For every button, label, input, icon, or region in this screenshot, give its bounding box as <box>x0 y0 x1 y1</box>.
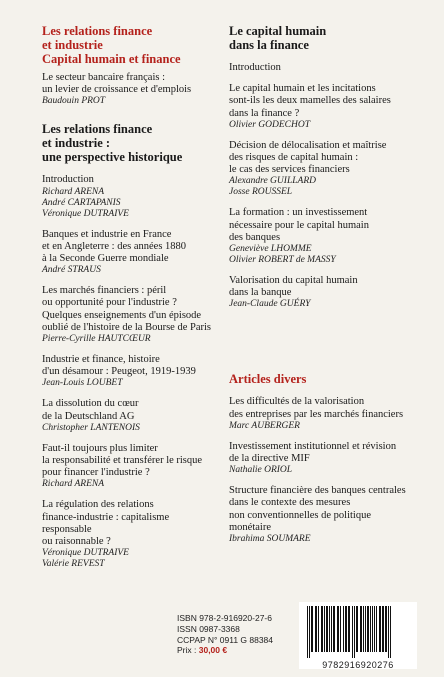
article-entry <box>229 83 419 131</box>
article-title-line: ou opportunité pour l'industrie ? <box>42 297 177 309</box>
article-title-line: Les marchés financiers : péril <box>42 285 167 297</box>
barcode-bar <box>345 606 347 652</box>
price-value: 30,00 € <box>198 645 228 656</box>
article-author: André STRAUS <box>42 265 101 276</box>
article-title-line: pour financer l'industrie ? <box>42 467 150 479</box>
article-author: Jean-Louis LOUBET <box>42 378 123 389</box>
left-column <box>42 24 220 579</box>
article-entry <box>229 396 419 431</box>
title-line: une perspective historique <box>42 150 183 165</box>
barcode-bar <box>379 606 381 652</box>
barcode-bar <box>372 606 373 652</box>
section-capital-humain <box>229 24 419 310</box>
article-title-line: et en Angleterre : des années 1880 <box>42 240 187 252</box>
barcode-bar <box>385 606 387 652</box>
colophon <box>177 613 273 656</box>
barcode-bar <box>367 606 369 652</box>
article-title-line: Quelques enseignements d'un épisode <box>42 309 202 321</box>
article-title-line: ou raisonnable ? <box>42 536 111 548</box>
barcode-bar <box>311 606 313 652</box>
article-entry <box>229 207 419 266</box>
barcode-bar <box>360 606 362 652</box>
article-title-line: de la Deutschland AG <box>42 410 135 422</box>
article-entry <box>42 398 220 433</box>
article-title-line: des entreprises par les marchés financiers <box>229 408 404 420</box>
article-title-line: sont-ils les deux mamelles des salaires <box>229 95 391 107</box>
barcode-bar <box>376 606 377 652</box>
article-author: Véronique DUTRAIVE <box>42 548 129 559</box>
article-entry <box>42 443 220 491</box>
section-title: Articles divers <box>229 372 307 387</box>
article-entry <box>42 229 220 277</box>
barcode-bar <box>333 606 335 652</box>
article-title-line: Structure financière des banques centrales <box>229 485 406 497</box>
article-author: André CARTAPANIS <box>42 197 121 208</box>
article-entry <box>42 285 220 345</box>
title-line: et industrie <box>42 38 103 52</box>
article-entry <box>42 72 220 107</box>
section-title <box>229 24 419 52</box>
article-title-line: Le secteur bancaire français : <box>42 72 166 83</box>
article-author: Richard ARENA <box>42 479 105 490</box>
article-title-line: La dissolution du cœur <box>42 398 139 410</box>
article-author: Geneviève LHOMME <box>229 244 312 255</box>
introduction-label: Introduction <box>229 62 281 73</box>
isbn-line: ISBN 978-2-916920-27-6 <box>177 613 272 623</box>
section-finance-industrie-capital <box>42 24 220 107</box>
barcode-bar <box>390 606 391 658</box>
article-author: Olivier GODECHOT <box>229 119 311 130</box>
section-title <box>42 122 220 164</box>
article-entry <box>42 354 220 389</box>
article-title-line: un levier de croissance et d'emplois <box>42 84 192 96</box>
barcode-bar <box>309 606 310 658</box>
barcode-bars <box>303 606 413 658</box>
barcode-bar <box>388 606 389 658</box>
article-title-line: Banques et industrie en France <box>42 228 172 240</box>
article-title-line: nécessaire pour le capital humain <box>229 219 369 231</box>
barcode-bar <box>356 606 358 652</box>
article-title-line: Investissement institutionnel et révision <box>229 440 397 452</box>
article-author: Valérie REVEST <box>42 559 105 570</box>
article-title-line: dans le contexte des mesures <box>229 497 351 509</box>
barcode-bar <box>343 606 344 652</box>
article-author: Ibrahima SOUMARE <box>229 534 311 545</box>
article-title-line: Introduction <box>42 174 94 186</box>
issn-line: ISSN 0987-3368 <box>177 623 240 634</box>
barcode-bar <box>307 606 308 658</box>
section-title <box>42 24 220 66</box>
barcode-bar <box>321 606 323 652</box>
barcode-number: 9782916920276 <box>322 660 394 670</box>
article-title-line: la responsabilité et transférer le risque <box>42 455 203 467</box>
article-title-line: non conventionnelles de politique <box>229 509 372 521</box>
article-title-line: La régulation des relations <box>42 499 154 511</box>
article-author: Marc AUBERGER <box>229 420 300 431</box>
price-line <box>177 645 273 656</box>
title-line: dans la finance <box>229 38 309 52</box>
article-title-line: des banques <box>229 231 281 243</box>
barcode <box>299 602 417 669</box>
article-title-line: des risques de capital humain : <box>229 152 359 164</box>
article-title-line: oublié de l'histoire de la Bourse de Paris <box>42 321 211 333</box>
article-title-line: à la Seconde Guerre mondiale <box>42 253 169 265</box>
article-title-line: Le capital humain et les incitations <box>229 83 376 95</box>
price-label: Prix : <box>177 645 199 656</box>
article-author: Christopher LANTENOIS <box>42 422 140 433</box>
barcode-bar <box>348 606 350 652</box>
ccpap-line: CCPAP N° 0911 G 88384 <box>177 634 274 645</box>
article-entry <box>42 174 220 219</box>
article-entry <box>229 140 419 199</box>
article-title-line: Décision de délocalisation et maîtrise <box>229 139 387 151</box>
title-line: Capital humain et finance <box>42 52 181 66</box>
title-line: et industrie : <box>42 136 111 151</box>
barcode-bar <box>365 606 366 652</box>
article-author: Baudouin PROT <box>42 96 106 107</box>
article-entry <box>229 275 419 310</box>
article-author: Jean-Claude GUÉRY <box>229 299 311 310</box>
article-title-line: Industrie et finance, histoire <box>42 354 160 366</box>
article-entry <box>229 441 419 476</box>
barcode-bar <box>324 606 325 652</box>
barcode-bar <box>326 606 328 652</box>
right-column <box>229 24 419 554</box>
article-entry <box>229 485 419 545</box>
barcode-bar <box>337 606 339 652</box>
article-author: Nathalie ORIOL <box>229 465 293 476</box>
article-title-line: La formation : un investissement <box>229 207 368 219</box>
barcode-bar <box>318 606 319 652</box>
article-title-line: monétaire <box>229 521 271 533</box>
article-title-line: Faut-il toujours plus limiter <box>42 442 158 454</box>
barcode-bar <box>363 606 364 652</box>
article-author: Josse ROUSSEL <box>229 187 293 198</box>
barcode-bar <box>340 606 341 652</box>
title-line: Les relations finance <box>42 24 153 38</box>
article-author: Pierre-Cyrille HAUTCŒUR <box>42 334 151 345</box>
article-author: Olivier ROBERT de MASSY <box>229 255 336 266</box>
barcode-bar <box>331 606 332 652</box>
article-author: Richard ARENA <box>42 186 105 197</box>
article-title-line: dans la banque <box>229 287 292 299</box>
section-perspective-historique <box>42 122 220 570</box>
barcode-bar <box>315 606 317 652</box>
article-entry <box>42 499 220 570</box>
article-title-line: finance-industrie : capitalisme responsable <box>42 511 170 535</box>
title-line: Le capital humain <box>229 24 327 38</box>
article-author: Véronique DUTRAIVE <box>42 208 129 219</box>
section-articles-divers <box>229 372 419 545</box>
barcode-bar <box>382 606 384 652</box>
article-title-line: Les difficultés de la valorisation <box>229 396 365 408</box>
article-title-line: Valorisation du capital humain <box>229 275 358 287</box>
barcode-bar <box>352 606 353 658</box>
barcode-bar <box>354 606 355 658</box>
barcode-bar <box>329 606 330 652</box>
article-title-line: de la directive MIF <box>229 453 310 465</box>
article-title-line: le cas des services financiers <box>229 164 350 176</box>
article-author: Alexandre GUILLARD <box>229 176 316 187</box>
title-line: Les relations finance <box>42 122 153 137</box>
article-title-line: dans la finance ? <box>229 107 300 119</box>
barcode-bar <box>374 606 375 652</box>
article-title-line: d'un désamour : Peugeot, 1919-1939 <box>42 366 196 378</box>
barcode-bar <box>370 606 371 652</box>
